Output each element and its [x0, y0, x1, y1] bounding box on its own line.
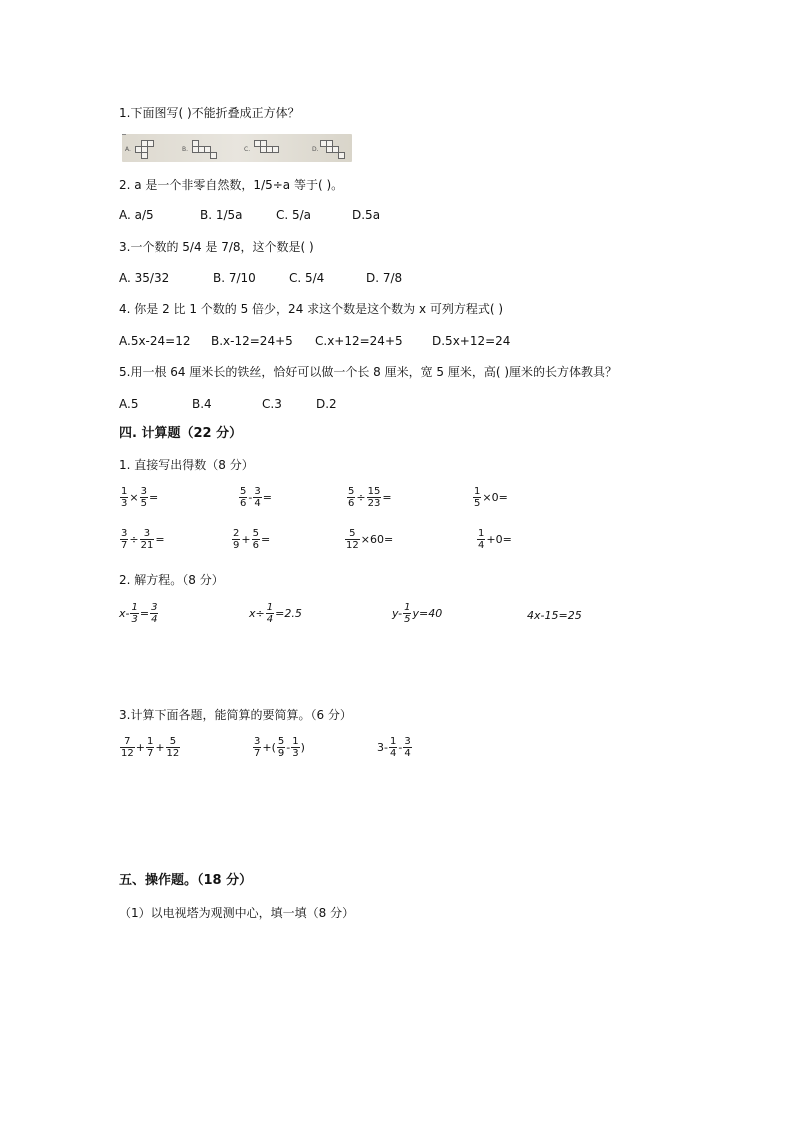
fraction [266, 602, 274, 625]
fraction [477, 528, 485, 551]
expr-text: = [262, 491, 272, 504]
fraction-denominator: 5 [140, 498, 147, 509]
fraction-numerator: 2 [233, 528, 240, 539]
fraction-numerator: 5 [277, 736, 285, 747]
fraction-numerator: 7 [124, 736, 131, 747]
direct-calc-3 [346, 486, 392, 509]
simplify-calc-1 [119, 736, 181, 759]
equation-3 [392, 602, 442, 625]
q2-option-d: D.5a [352, 208, 381, 222]
fraction [403, 602, 411, 625]
q2-option-c: C. 5/a [276, 208, 312, 222]
fraction-numerator: 5 [349, 528, 356, 539]
fraction-numerator: 3 [404, 736, 411, 747]
fraction [146, 736, 154, 759]
fraction-denominator: 7 [146, 748, 154, 759]
fraction-denominator: 4 [478, 540, 485, 551]
q3-option-d: D. 7/8 [366, 271, 403, 285]
equation-2 [249, 602, 302, 625]
section-5-title: 五、操作题。（18 分） [119, 873, 253, 888]
q3-option-b: B. 7/10 [213, 271, 256, 285]
expr-text: ×0= [482, 491, 508, 504]
section-5-sub1: （1）以电视塔为观测中心，填一填（8 分） [119, 906, 355, 920]
expr-text: ÷ [129, 533, 139, 546]
expr-text: × [129, 491, 139, 504]
fraction-denominator: 21 [140, 540, 154, 551]
section-4-sub3: 3.计算下面各题，能简算的要简算。（6 分） [119, 708, 352, 722]
expr-text: = [260, 533, 271, 546]
fraction-denominator: 7 [254, 748, 261, 759]
q3-option-a: A. 35/32 [119, 271, 170, 285]
expr-text: +0= [486, 533, 512, 546]
question-2: 2. a 是一个非零自然数，1/5÷a 等于( )。 [119, 178, 344, 192]
fraction-denominator: 5 [474, 498, 481, 509]
section-4-sub1: 1. 直接写出得数（8 分） [119, 458, 254, 472]
fraction [277, 736, 285, 759]
figure-a-label: A. [125, 146, 131, 153]
fraction-numerator: 15 [367, 486, 381, 497]
q4-option-d: D.5x+12=24 [432, 334, 511, 348]
q5-option-a: A.5 [119, 397, 139, 411]
expr-text: ÷ [356, 491, 366, 504]
fraction-denominator: 23 [367, 498, 381, 509]
expr-text: x- [119, 607, 130, 620]
expr-text: y- [392, 607, 403, 620]
fraction-denominator: 6 [252, 540, 259, 551]
fraction [140, 486, 148, 509]
question-5: 5.用一根 64 厘米长的铁丝，恰好可以做一个长 8 厘米，宽 5 厘米，高( )厘米的长方体教具？ [119, 365, 618, 379]
q5-option-d: D.2 [316, 397, 337, 411]
fraction [140, 528, 155, 551]
expr-text: y=40 [412, 607, 443, 620]
expr-text: = [148, 491, 159, 504]
q5-option-c: C.3 [262, 397, 282, 411]
fraction-denominator: 4 [254, 498, 261, 509]
expr-text: = [382, 491, 392, 504]
direct-calc-1 [119, 486, 158, 509]
fraction-denominator: 4 [404, 748, 411, 759]
fraction [253, 486, 261, 509]
direct-calc-2 [238, 486, 272, 509]
expr-text: =2.5 [275, 607, 302, 620]
fraction-numerator: 3 [151, 602, 158, 613]
fraction [120, 528, 128, 551]
fraction-denominator: 7 [121, 540, 128, 551]
fraction [252, 528, 260, 551]
expr-text: - [398, 741, 403, 754]
expr-text: + [135, 741, 145, 754]
fraction [347, 486, 355, 509]
figure-corner-mark [122, 134, 126, 137]
fraction-numerator: 1 [478, 528, 485, 539]
section-4-title: 四. 计算题（22 分） [119, 426, 243, 441]
expr-text: +( [262, 741, 276, 754]
question-3: 3.一个数的 5/4 是 7/8，这个数是( ) [119, 240, 314, 254]
q2-option-a: A. a/5 [119, 208, 154, 222]
section-4-sub2: 2. 解方程。（8 分） [119, 573, 224, 587]
fraction-denominator: 12 [166, 748, 180, 759]
q5-option-b: B.4 [192, 397, 212, 411]
fraction-numerator: 3 [254, 486, 261, 497]
expr-text: x÷ [249, 607, 265, 620]
fraction-denominator: 5 [404, 614, 411, 625]
fraction-denominator: 4 [151, 614, 158, 625]
expr-text: = [155, 533, 165, 546]
expr-text: 3- [377, 741, 388, 754]
fraction-denominator: 9 [277, 748, 285, 759]
expr-text: 4x-15=25 [527, 609, 582, 622]
fraction [130, 602, 138, 625]
expr-text: - [286, 741, 291, 754]
expr-text: - [248, 491, 253, 504]
fraction [120, 736, 135, 759]
fraction-numerator: 1 [474, 486, 481, 497]
simplify-calc-3 [377, 736, 413, 759]
fraction-numerator: 1 [121, 486, 128, 497]
question-4: 4. 你是 2 比 1 个数的 5 倍少，24 求这个数是这个数为 x 可列方程式( ) [119, 302, 504, 316]
fraction [150, 602, 158, 625]
fraction-numerator: 1 [389, 736, 397, 747]
fraction-denominator: 9 [233, 540, 240, 551]
fraction [239, 486, 247, 509]
fraction-numerator: 5 [240, 486, 247, 497]
fraction-numerator: 3 [121, 528, 128, 539]
q3-option-c: C. 5/4 [289, 271, 325, 285]
fraction-numerator: 5 [252, 528, 259, 539]
direct-calc-4 [472, 486, 508, 509]
direct-calc-7 [344, 528, 393, 551]
fraction-numerator: 3 [143, 528, 151, 539]
fraction-numerator: 1 [404, 602, 411, 613]
fraction [367, 486, 382, 509]
fraction-numerator: 1 [292, 736, 299, 747]
fraction-denominator: 3 [121, 498, 128, 509]
fraction-denominator: 12 [346, 540, 359, 551]
expr-text: ) [300, 741, 305, 754]
fraction-denominator: 4 [389, 748, 397, 759]
figure-b-label: B. [182, 146, 189, 153]
fraction-denominator: 3 [131, 614, 138, 625]
direct-calc-5 [119, 528, 165, 551]
fraction [253, 736, 261, 759]
expr-text: ×60= [360, 533, 394, 546]
fraction-denominator: 4 [266, 614, 274, 625]
equation-1 [119, 602, 159, 625]
fraction-numerator: 3 [254, 736, 261, 747]
fraction [120, 486, 128, 509]
fraction-numerator: 5 [169, 736, 177, 747]
fraction-numerator: 1 [266, 602, 274, 613]
fraction [403, 736, 411, 759]
fraction-numerator: 1 [146, 736, 154, 747]
fraction-numerator: 3 [140, 486, 147, 497]
q4-option-a: A.5x-24=12 [119, 334, 191, 348]
fraction [232, 528, 240, 551]
fraction [166, 736, 181, 759]
fraction [389, 736, 397, 759]
expr-text: + [241, 533, 251, 546]
question-1: 1.下面图写( )不能折叠成正方体？ [119, 106, 300, 120]
q4-option-c: C.x+12=24+5 [315, 334, 403, 348]
figure-d-label: D. [312, 146, 319, 153]
cube-net-figures [122, 134, 352, 162]
expr-text: + [155, 741, 165, 754]
fraction-denominator: 3 [292, 748, 299, 759]
fraction-denominator: 6 [348, 498, 355, 509]
simplify-calc-2 [252, 736, 305, 759]
fraction [345, 528, 360, 551]
expr-text: = [139, 607, 150, 620]
fraction-numerator: 5 [348, 486, 355, 497]
fraction [291, 736, 299, 759]
fraction-denominator: 6 [240, 498, 247, 509]
q4-option-b: B.x-12=24+5 [211, 334, 293, 348]
direct-calc-8 [476, 528, 512, 551]
q2-option-b: B. 1/5a [200, 208, 243, 222]
equation-4 [527, 609, 582, 622]
figure-c-label: C. [244, 146, 251, 153]
fraction-numerator: 1 [131, 602, 138, 613]
fraction-denominator: 12 [121, 748, 134, 759]
direct-calc-6 [231, 528, 270, 551]
fraction [473, 486, 481, 509]
